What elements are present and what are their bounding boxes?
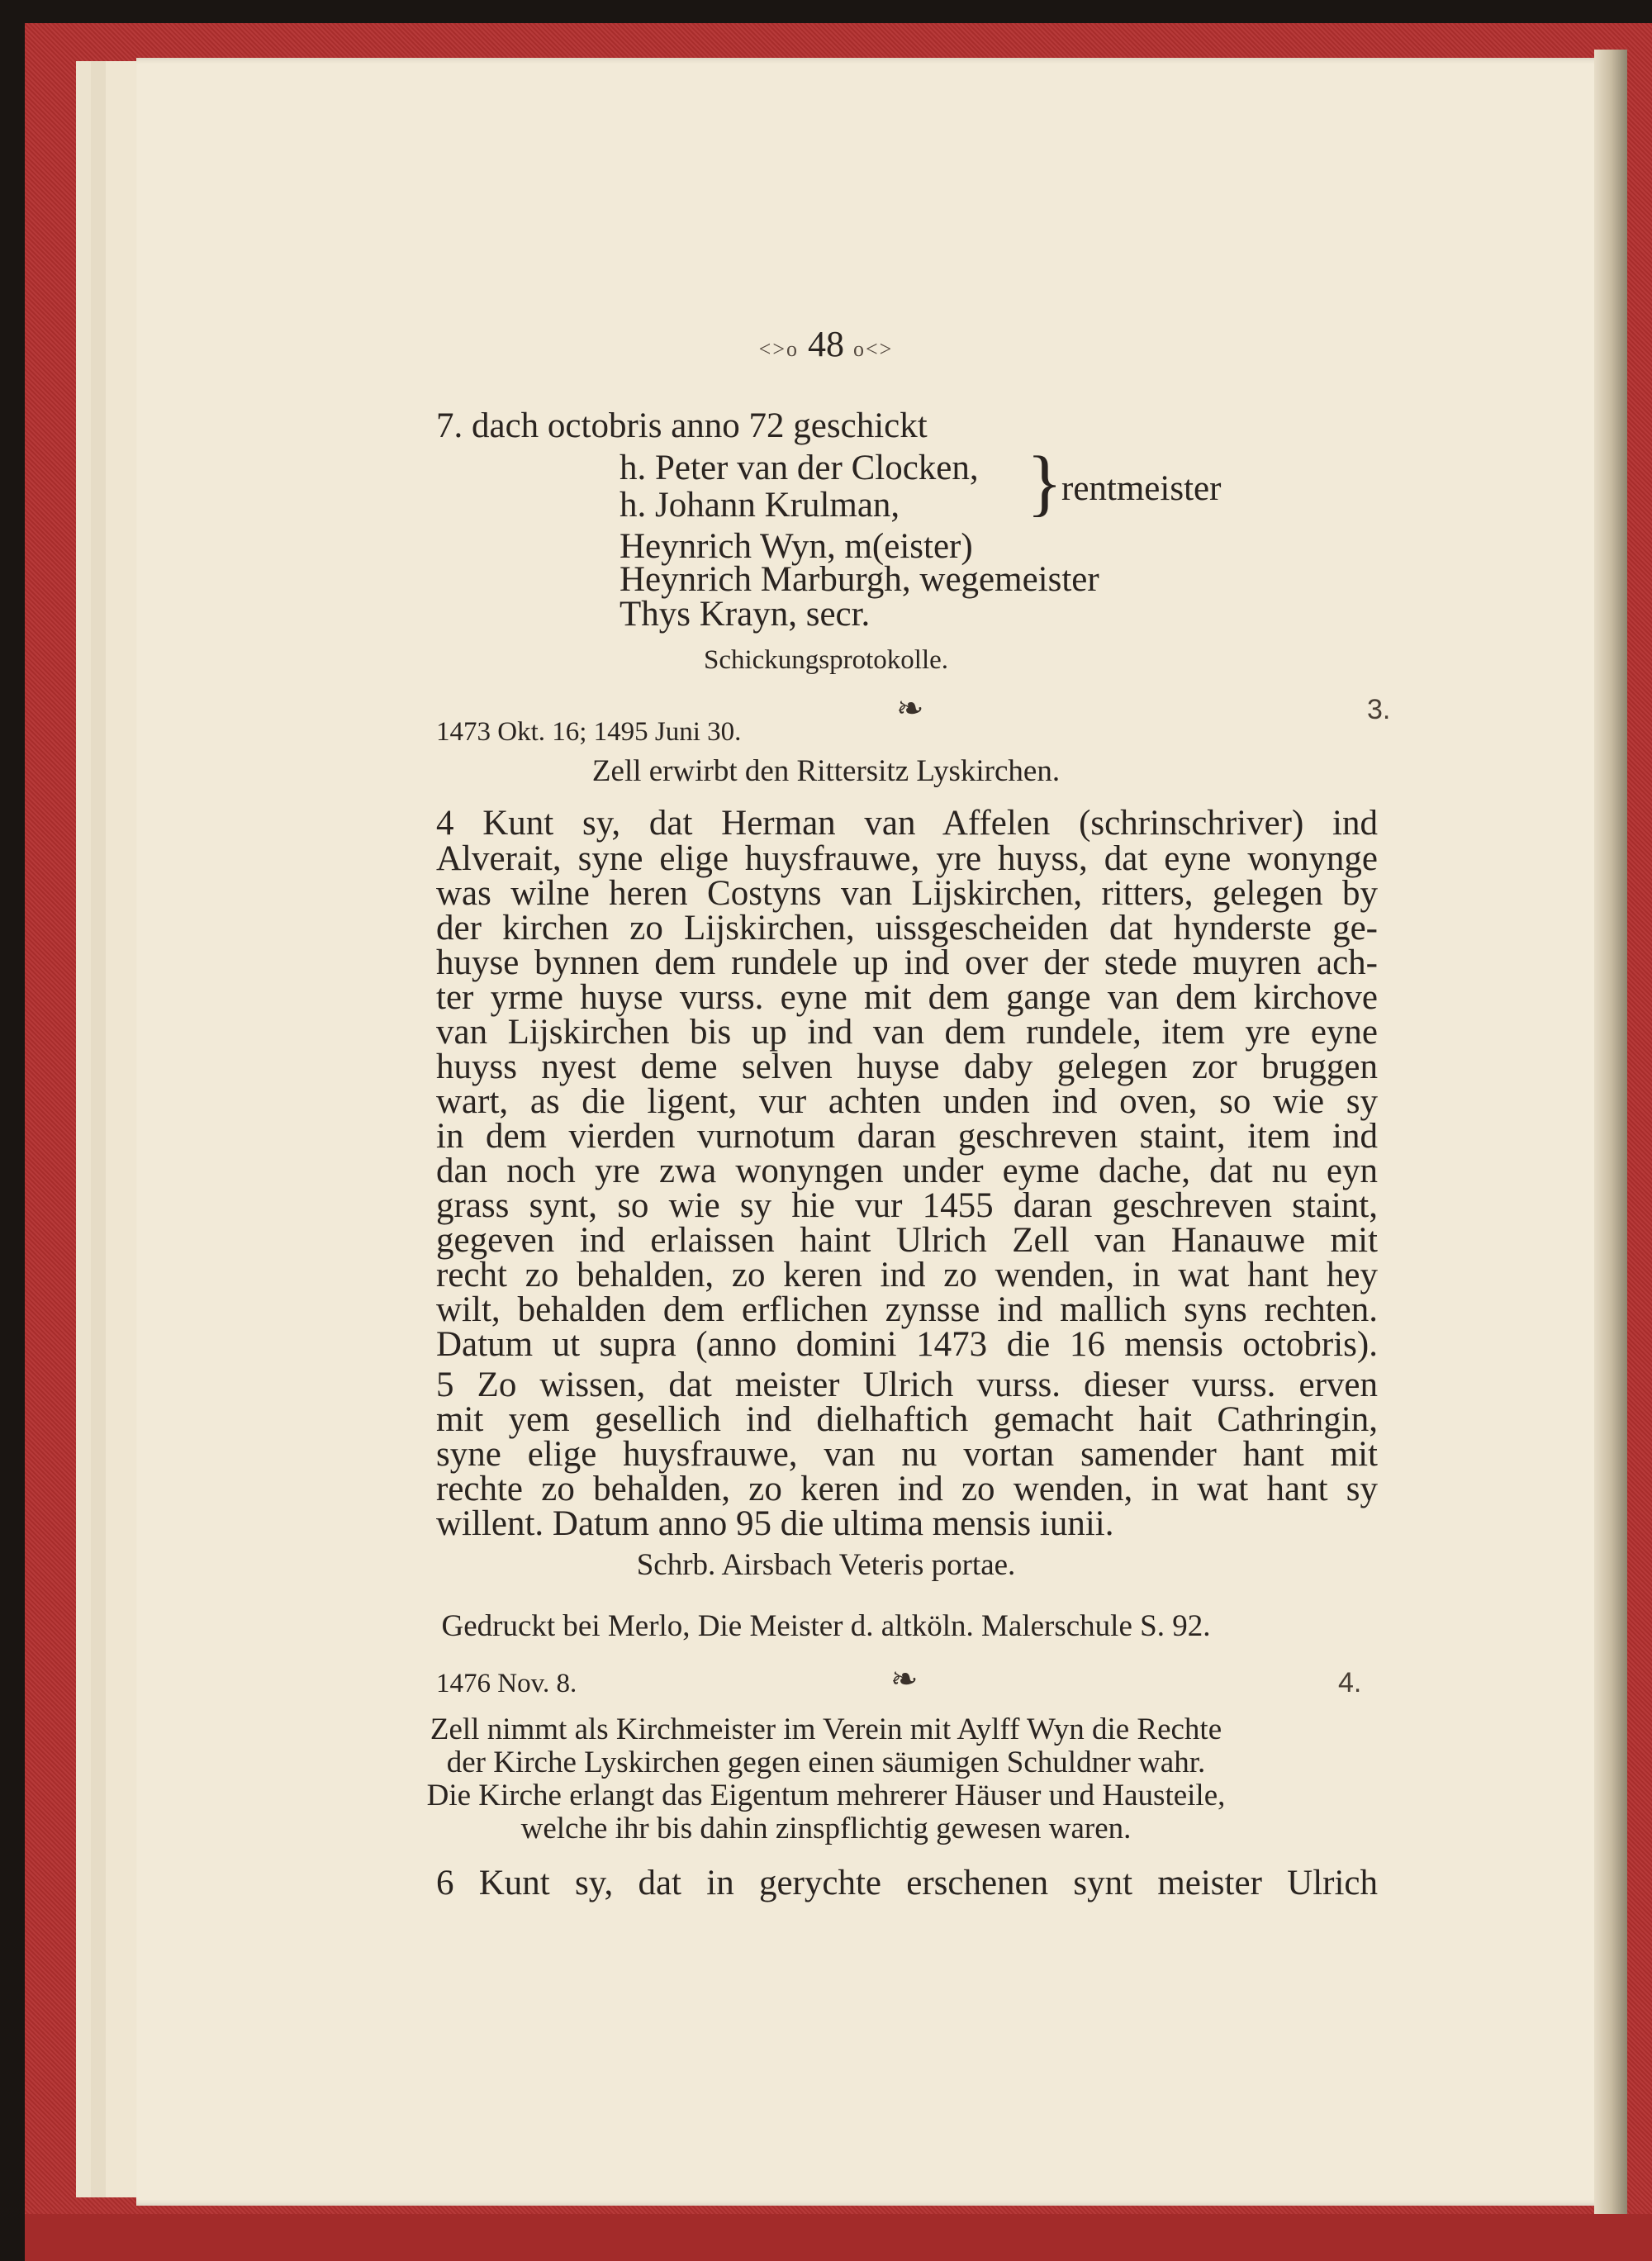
text-line: wilt, behalden dem erflichen zynsse ind mallich syns rechten.	[436, 1290, 1378, 1329]
doc-date: 1473 Okt. 16; 1495 Juni 30.	[436, 717, 742, 747]
text-line: huyss nyest deme selven huyse daby gelegen zor bruggen	[436, 1047, 1378, 1086]
source-note: Schrb. Airsbach Veteris portae.	[636, 1548, 1016, 1582]
text-line: grass synt, so wie sy hie vur 1455 daran geschreven staint,	[436, 1186, 1378, 1225]
text-line: rechte zo behalden, zo keren ind zo wenden, in wat hant sy	[436, 1470, 1378, 1508]
text-line: dan noch yre zwa wonyngen under eyme dache, dat nu eyn	[436, 1152, 1378, 1190]
text-line: ter yrme huyse vurss. eyne mit dem gange van dem kirchove	[436, 978, 1378, 1017]
doc-number: 3.	[1367, 694, 1391, 725]
list-name-1: h. Peter van der Clocken,	[620, 449, 979, 487]
text-line: Alverait, syne elige huysfrauwe, yre huyss, dat eyne wonynge	[436, 839, 1378, 878]
text-line: 5 Zo wissen, dat meister Ulrich vurss. dieser vurss. erven	[436, 1366, 1378, 1404]
leaf-ornament-icon: ❧	[890, 1660, 919, 1698]
text-line: 6 Kunt sy, dat in gerychte erschenen synt meister Ulrich	[436, 1864, 1378, 1902]
text-line: recht zo behalden, zo keren ind zo wenden, in wat hant hey	[436, 1256, 1378, 1294]
text-line: 4 Kunt sy, dat Herman van Affelen (schrinschriver) ind	[436, 804, 1378, 843]
summary-line: welche ihr bis dahin zinspflichtig gewesen waren.	[520, 1812, 1132, 1845]
text-line: huyse bynnen dem rundele up ind over der stede muyren ach-	[436, 943, 1378, 982]
page-number	[0, 326, 1652, 363]
text-line: syne elige huysfrauwe, van nu vortan samender hant mit	[436, 1435, 1378, 1474]
page-number-value: 48	[808, 324, 844, 364]
text-line: gegeven ind erlaissen haint Ulrich Zell van Hanauwe mit	[436, 1221, 1378, 1260]
doc-heading: Zell erwirbt den Rittersitz Lyskirchen.	[591, 754, 1061, 788]
source-note: Schickungsprotokolle.	[703, 645, 949, 675]
doc-date: 1476 Nov. 8.	[436, 1669, 577, 1698]
text-line: in dem vierden vurnotum daran geschreven staint, item ind	[436, 1117, 1378, 1156]
list-name-3: Heynrich Wyn, m(eister)	[620, 527, 973, 566]
summary-line: Die Kirche erlangt das Eigentum mehrerer Häuser und Hausteile,	[426, 1779, 1226, 1812]
page-number-ornament-left: <>o	[758, 337, 799, 361]
print-reference: Gedruckt bei Merlo, Die Meister d. altköln. Malerschule S. 92.	[441, 1609, 1211, 1643]
doc-number: 4.	[1338, 1667, 1362, 1698]
text-line: der kirchen zo Lijskirchen, uissgescheiden dat hynderste ge-	[436, 909, 1378, 948]
rentmeister-label: rentmeister	[1061, 469, 1222, 508]
text-line: mit yem gesellich ind dielhaftich gemacht hait Cathringin,	[436, 1400, 1378, 1439]
text-line: Datum ut supra (anno domini 1473 die 16 mensis octobris).	[436, 1325, 1378, 1364]
page-number-ornament-right: o<>	[853, 337, 894, 361]
list-name-5: Thys Krayn, secr.	[620, 595, 871, 634]
text-line: van Lijskirchen bis up ind van dem rundele, item yre eyne	[436, 1013, 1378, 1052]
summary-line: der Kirche Lyskirchen gegen einen säumigen Schuldner wahr.	[446, 1746, 1206, 1779]
list-name-4: Heynrich Marburgh, wegemeister	[620, 560, 1099, 599]
text-line: wart, as die ligent, vur achten unden ind oven, so wie sy	[436, 1082, 1378, 1121]
summary-line: Zell nimmt als Kirchmeister im Verein mit Aylff Wyn die Rechte	[430, 1712, 1222, 1746]
text-line: was wilne heren Costyns van Lijskirchen, ritters, gelegen by	[436, 874, 1378, 913]
list-name-2: h. Johann Krulman,	[620, 486, 900, 525]
list-intro: 7. dach octobris anno 72 geschickt	[436, 406, 928, 445]
leaf-ornament-icon: ❧	[896, 690, 924, 728]
text-line: willent. Datum anno 95 die ultima mensis iunii.	[436, 1504, 1114, 1543]
brace: }	[1027, 442, 1063, 524]
